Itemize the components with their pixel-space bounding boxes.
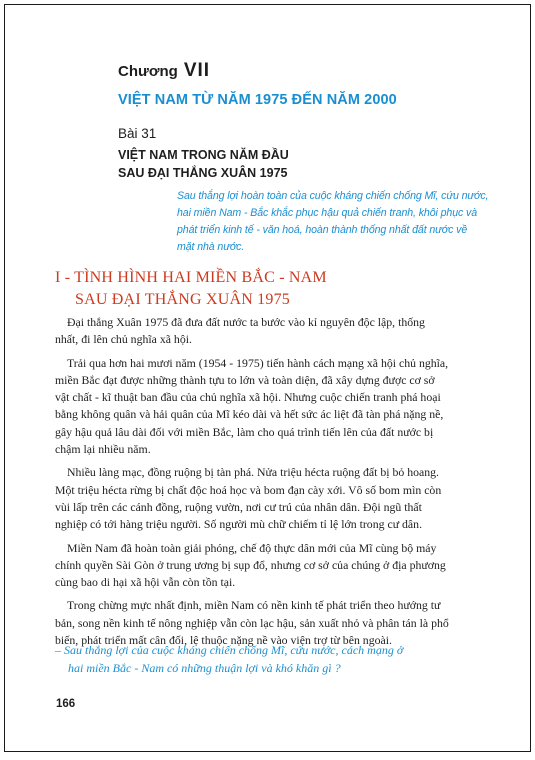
text-line: vật chất - kĩ thuật ban đầu của chủ nghĩa xã hội. Nhưng cuộc chiến tranh phá hoại xyxy=(55,390,441,405)
body-text xyxy=(55,314,499,655)
intro-line: mặt nhà nước. xyxy=(177,241,245,253)
paragraph xyxy=(55,464,499,533)
section-heading-line: SAU ĐẠI THẮNG XUÂN 1975 xyxy=(75,291,290,308)
text-line: Đại thắng Xuân 1975 đã đưa đất nước ta bước vào kỉ nguyên độc lập, thống xyxy=(67,315,425,329)
text-line: Một triệu hécta rừng bị chất độc hoá học và bom đạn cày xới. Vô số bom mìn còn xyxy=(55,482,442,497)
lesson-title-line: SAU ĐẠI THẮNG XUÂN 1975 xyxy=(118,166,288,180)
text-line: nghiệp có tới hàng triệu người. Số người mù chữ chiếm tỉ lệ lớn trong cư dân. xyxy=(55,517,423,532)
text-line: biến, phát triển mất cân đối, lệ thuộc nặng nề vào viện trợ từ bên ngoài. xyxy=(55,633,392,648)
text-line: Trong chừng mực nhất định, miền Nam có nền kinh tế phát triển theo hướng tư xyxy=(67,598,441,613)
question-line: – Sau thắng lợi của cuộc kháng chiến chống Mĩ, cứu nước, cách mạng ở xyxy=(55,643,404,657)
section-heading-line: I - TÌNH HÌNH HAI MIỀN BẮC - NAM xyxy=(55,269,327,286)
intro-line: hai miền Nam - Bắc khắc phục hậu quả chiến tranh, khôi phục và xyxy=(177,207,478,219)
chapter-title: VIỆT NAM TỪ NĂM 1975 ĐẾN NĂM 2000 xyxy=(118,92,397,108)
question-line: hai miền Bắc - Nam có những thuận lợi và khó khăn gì ? xyxy=(68,660,341,675)
textbook-page xyxy=(4,4,531,752)
text-line: bản, song nền kinh tế nông nghiệp vẫn còn lạc hậu, sản xuất nhỏ và phân tán là phổ xyxy=(55,615,449,630)
chapter-number: VII xyxy=(183,60,211,81)
text-line: miền Bắc đạt được những thành tựu to lớn và toàn diện, đã xây dựng được cơ sở xyxy=(55,372,435,387)
paragraph xyxy=(55,540,499,592)
review-question xyxy=(55,642,505,677)
paragraph xyxy=(55,314,499,349)
lesson-label: Bài 31 xyxy=(118,126,157,141)
text-line: nhất, đi lên chủ nghĩa xã hội. xyxy=(55,332,192,347)
chapter-word: Chương xyxy=(118,63,178,80)
intro-line: Sau thắng lợi hoàn toàn của cuộc kháng chiến chống Mĩ, cứu nước, xyxy=(177,190,489,202)
text-line: cùng bao di hại xã hội vẫn còn tồn tại. xyxy=(55,575,236,590)
lesson-title-line: VIỆT NAM TRONG NĂM ĐẦU xyxy=(118,148,289,162)
text-line: Trải qua hơn hai mươi năm (1954 - 1975) tiến hành cách mạng xã hội chủ nghĩa, xyxy=(67,355,449,370)
lesson-intro xyxy=(177,188,499,256)
text-line: vùi lấp trên các cánh đồng, ruộng vườn, nơi cư trú của nhân dân. Đội ngũ thất xyxy=(55,499,422,514)
text-line: chính quyền Sài Gòn ở trung ương bị sụp đổ, nhưng cơ sở của chúng ở địa phương xyxy=(55,557,446,572)
section-heading xyxy=(55,267,327,311)
text-line: Miền Nam đã hoàn toàn giải phóng, chế độ thực dân mới của Mĩ cùng bộ máy xyxy=(67,540,437,555)
paragraph xyxy=(55,355,499,459)
text-line: Nhiều làng mạc, đồng ruộng bị tàn phá. Nửa triệu hécta ruộng đất bị bỏ hoang. xyxy=(67,465,439,480)
lesson-title xyxy=(118,146,289,182)
text-line: chậm lại nhiều năm. xyxy=(55,442,151,457)
intro-line: phát triển kinh tế - văn hoá, hoàn thành thống nhất đất nước về xyxy=(177,224,468,236)
chapter-label xyxy=(118,60,210,82)
text-line: gây hậu quả lâu dài đối với miền Bắc, làm cho quá trình tiến lên của đất nước bị xyxy=(55,424,434,439)
text-line: bằng không quân và hải quân của Mĩ kéo dài và hết sức ác liệt đã tàn phá nặng nề, xyxy=(55,407,444,422)
page-number: 166 xyxy=(56,698,76,710)
